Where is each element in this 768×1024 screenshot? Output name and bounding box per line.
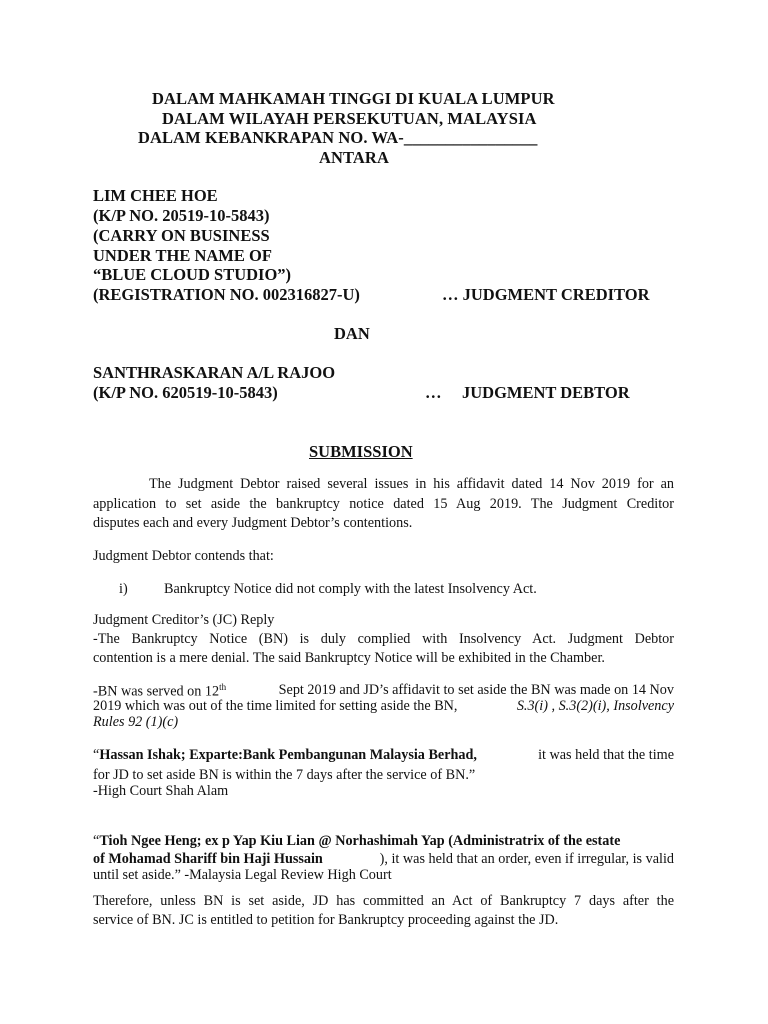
creditor-under-name: UNDER THE NAME OF <box>93 246 272 265</box>
statute-citation: S.3(i) , S.3(2)(i), Insolvency <box>516 698 674 714</box>
case1-held-text: it was held that the time <box>538 747 674 763</box>
ordinal-suffix: th <box>219 682 227 692</box>
case1-name: Hassan Ishak; Exparte:Bank Pembangunan Malaysia Berhad, <box>99 747 477 763</box>
antara-heading: ANTARA <box>319 148 389 167</box>
bankruptcy-number-blank: ________________ <box>403 128 538 147</box>
intro-paragraph-line2: application to set aside the bankruptcy notice dated 15 Aug 2019. The Judgment Creditor <box>93 496 674 512</box>
debtor-name: SANTHRASKARAN A/L RAJOO <box>93 363 336 382</box>
conclusion-line2: service of BN. JC is entitled to petition for Bankruptcy proceeding against the JD. <box>93 912 559 928</box>
court-heading-line1: DALAM MAHKAMAH TINGGI DI KUALA LUMPUR <box>152 89 555 108</box>
conclusion-line1: Therefore, unless BN is set aside, JD has committed an Act of Bankruptcy 7 days after the <box>93 893 674 909</box>
item-text: Bankruptcy Notice did not comply with the latest Insolvency Act. <box>164 581 537 597</box>
dan-separator: DAN <box>334 324 370 343</box>
case1-line1 <box>93 747 674 764</box>
jc-reply-title: Judgment Creditor’s (JC) Reply <box>93 612 275 628</box>
bn-served-text: -BN was served on 12 <box>93 683 220 700</box>
case2-line2 <box>93 851 674 868</box>
case2-open-quote: “ <box>93 833 100 849</box>
bankruptcy-number-label: DALAM KEBANKRAPAN NO. WA- <box>138 128 404 147</box>
case2-estate-name: of Mohamad Shariff bin Haji Hussain <box>93 851 323 867</box>
jc-reply-line1: -The Bankruptcy Notice (BN) is duly complied with Insolvency Act. Judgment Debtor <box>93 631 674 647</box>
case1-citation <box>93 747 477 764</box>
case1-open-quote: “ <box>93 747 100 763</box>
creditor-carry-business: (CARRY ON BUSINESS <box>93 226 270 245</box>
creditor-role-label: … JUDGMENT CREDITOR <box>442 285 650 304</box>
creditor-business-name: “BLUE CLOUD STUDIO”) <box>93 265 292 284</box>
submission-title: SUBMISSION <box>309 442 413 461</box>
creditor-name: LIM CHEE HOE <box>93 186 218 205</box>
case2-held-text: ), it was held that an order, even if irregular, is valid <box>379 851 674 867</box>
court-heading-line2: DALAM WILAYAH PERSEKUTUAN, MALAYSIA <box>162 109 537 128</box>
creditor-ic-number: (K/P NO. 20519-10-5843) <box>93 206 270 225</box>
case1-court: -High Court Shah Alam <box>93 783 229 799</box>
case2-line3: until set aside.” -Malaysia Legal Review High Court <box>93 867 392 883</box>
bn-affidavit-text: Sept 2019 and JD’s affidavit to set aside the BN was made on 14 Nov <box>278 682 674 698</box>
debtor-ic-number: (K/P NO. 620519-10-5843) <box>93 383 278 402</box>
case1-line2: for JD to set aside BN is within the 7 days after the service of BN.” <box>93 767 476 783</box>
case2-line1 <box>93 833 620 850</box>
bankruptcy-number-line <box>138 128 538 148</box>
item-number: i) <box>119 581 128 597</box>
debtor-role-label: JUDGMENT DEBTOR <box>462 383 630 402</box>
contends-label: Judgment Debtor contends that: <box>93 548 274 564</box>
rules-citation: Rules 92 (1)(c) <box>93 714 179 730</box>
jc-reply-line2: contention is a mere denial. The said Bankruptcy Notice will be exhibited in the Chamber. <box>93 650 605 666</box>
debtor-role-dots: … <box>425 383 442 402</box>
bn-time-limit-text: 2019 which was out of the time limited for setting aside the BN, <box>93 698 458 714</box>
intro-paragraph-line1: The Judgment Debtor raised several issues in his affidavit dated 14 Nov 2019 for an <box>149 476 674 492</box>
creditor-registration-number: (REGISTRATION NO. 002316827-U) <box>93 285 360 304</box>
case2-name: Tioh Ngee Heng; ex p Yap Kiu Lian @ Norhashimah Yap (Administratrix of the estate <box>99 833 621 849</box>
intro-paragraph-line3: disputes each and every Judgment Debtor’s contentions. <box>93 515 413 531</box>
bn-paragraph-line2 <box>93 698 674 715</box>
